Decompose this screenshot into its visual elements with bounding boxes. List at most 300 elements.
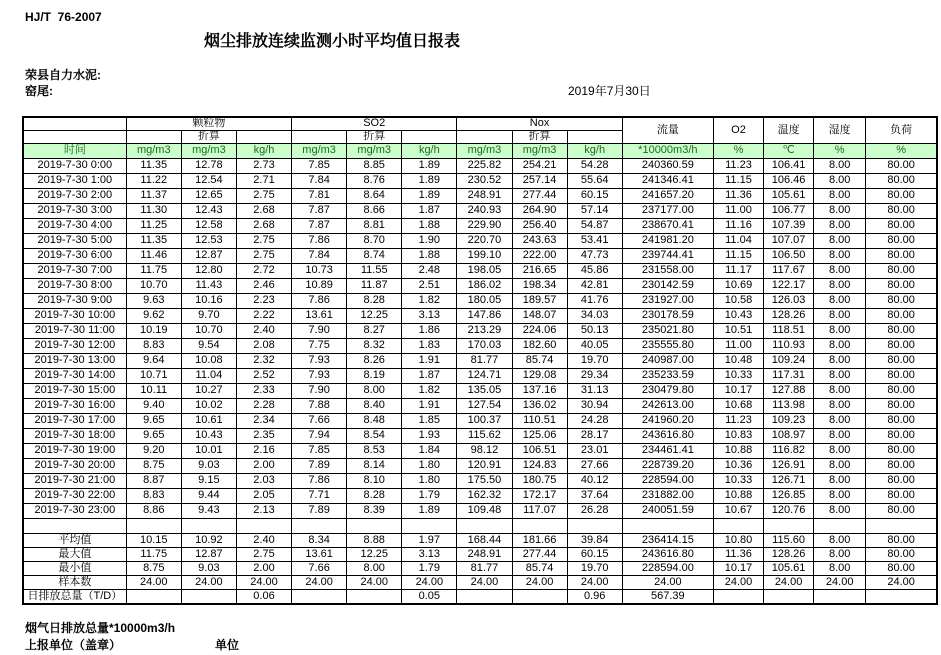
nox-converted-header: 折算	[512, 130, 567, 143]
value-cell: 10.36	[713, 458, 763, 473]
daily-total-row	[23, 589, 937, 604]
value-cell: 8.75	[126, 458, 181, 473]
value-cell: 24.00	[292, 575, 347, 589]
value-cell: 0.06	[236, 589, 291, 604]
flow-header: 流量	[622, 117, 713, 143]
value-cell: 8.66	[347, 203, 402, 218]
value-cell: 9.40	[126, 398, 181, 413]
value-cell: 11.00	[713, 203, 763, 218]
value-cell: 13.61	[292, 547, 347, 561]
unit-cell: kg/h	[236, 143, 291, 158]
value-cell: 80.00	[866, 173, 937, 188]
value-cell: 80.00	[866, 458, 937, 473]
blank-cell	[402, 130, 457, 143]
value-cell: 100.37	[457, 413, 512, 428]
value-cell: 24.00	[512, 575, 567, 589]
value-cell: 9.70	[181, 308, 236, 323]
blank-cell	[622, 518, 713, 533]
value-cell: 10.73	[292, 263, 347, 278]
value-cell: 85.74	[512, 353, 567, 368]
value-cell: 228739.20	[622, 458, 713, 473]
blank-cell	[814, 518, 866, 533]
value-cell: 8.64	[347, 188, 402, 203]
value-cell: 11.15	[713, 248, 763, 263]
value-cell: 238670.41	[622, 218, 713, 233]
value-cell: 2.22	[236, 308, 291, 323]
value-cell: 1.89	[402, 158, 457, 173]
value-cell: 8.00	[814, 533, 866, 547]
value-cell: 162.32	[457, 488, 512, 503]
value-cell: 230142.59	[622, 278, 713, 293]
value-cell: 116.82	[764, 443, 814, 458]
value-cell: 230479.80	[622, 383, 713, 398]
value-cell: 1.86	[402, 323, 457, 338]
value-cell: 80.00	[866, 203, 937, 218]
value-cell: 125.06	[512, 428, 567, 443]
value-cell: 235233.59	[622, 368, 713, 383]
value-cell: 220.70	[457, 233, 512, 248]
value-cell: 40.05	[567, 338, 622, 353]
standard-code: HJ/T 76-2007	[25, 10, 102, 24]
value-cell: 8.85	[347, 158, 402, 173]
value-cell: 80.00	[866, 428, 937, 443]
value-cell: 115.60	[764, 533, 814, 547]
value-cell: 37.64	[567, 488, 622, 503]
blank-cell	[236, 130, 291, 143]
table-row	[23, 488, 937, 503]
value-cell: 106.77	[764, 203, 814, 218]
value-cell: 11.23	[713, 413, 763, 428]
report-table	[22, 116, 938, 605]
table-row	[23, 383, 937, 398]
time-cell: 2019-7-30 17:00	[23, 413, 126, 428]
value-cell	[764, 589, 814, 604]
value-cell: 54.28	[567, 158, 622, 173]
value-cell: 2.75	[236, 188, 291, 203]
time-cell: 2019-7-30 20:00	[23, 458, 126, 473]
value-cell: 231882.00	[622, 488, 713, 503]
summary-row	[23, 533, 937, 547]
value-cell: 8.00	[814, 323, 866, 338]
value-cell: 10.48	[713, 353, 763, 368]
value-cell: 10.92	[181, 533, 236, 547]
value-cell: 2.13	[236, 503, 291, 518]
value-cell: 7.93	[292, 368, 347, 383]
page-title: 烟尘排放连续监测小时平均值日报表	[204, 33, 461, 50]
value-cell: 8.00	[814, 353, 866, 368]
value-cell: 198.05	[457, 263, 512, 278]
time-cell: 2019-7-30 22:00	[23, 488, 126, 503]
value-cell: 2.68	[236, 218, 291, 233]
value-cell: 120.91	[457, 458, 512, 473]
value-cell: 1.84	[402, 443, 457, 458]
value-cell: 7.90	[292, 323, 347, 338]
value-cell: 55.64	[567, 173, 622, 188]
value-cell: 198.34	[512, 278, 567, 293]
unit-cell: mg/m3	[347, 143, 402, 158]
value-cell: 10.17	[713, 383, 763, 398]
value-cell: 2.72	[236, 263, 291, 278]
value-cell: 110.93	[764, 338, 814, 353]
value-cell: 8.00	[347, 383, 402, 398]
value-cell: 12.87	[181, 248, 236, 263]
value-cell: 12.25	[347, 308, 402, 323]
value-cell: 106.51	[512, 443, 567, 458]
table-row	[23, 308, 937, 323]
table-row	[23, 323, 937, 338]
value-cell: 24.00	[622, 575, 713, 589]
value-cell: 1.90	[402, 233, 457, 248]
table-row	[23, 233, 937, 248]
value-cell: 10.33	[713, 368, 763, 383]
value-cell: 136.02	[512, 398, 567, 413]
value-cell: 241657.20	[622, 188, 713, 203]
table-row	[23, 338, 937, 353]
value-cell: 2.52	[236, 368, 291, 383]
group-header-row	[23, 117, 937, 130]
value-cell: 80.00	[866, 413, 937, 428]
value-cell: 1.89	[402, 188, 457, 203]
unit-cell: mg/m3	[181, 143, 236, 158]
value-cell: 28.17	[567, 428, 622, 443]
value-cell: 12.53	[181, 233, 236, 248]
table-row	[23, 473, 937, 488]
blank-cell	[181, 518, 236, 533]
blank-cell	[567, 130, 622, 143]
pm-converted-header: 折算	[181, 130, 236, 143]
unit-cell: mg/m3	[126, 143, 181, 158]
value-cell: 9.44	[181, 488, 236, 503]
value-cell: 248.91	[457, 547, 512, 561]
value-cell: 8.75	[126, 561, 181, 575]
value-cell: 50.13	[567, 323, 622, 338]
value-cell: 11.25	[126, 218, 181, 233]
value-cell: 222.00	[512, 248, 567, 263]
value-cell: 24.00	[236, 575, 291, 589]
value-cell: 127.54	[457, 398, 512, 413]
value-cell: 124.83	[512, 458, 567, 473]
value-cell: 235021.80	[622, 323, 713, 338]
value-cell: 230.52	[457, 173, 512, 188]
blank-cell	[402, 518, 457, 533]
value-cell: 7.90	[292, 383, 347, 398]
value-cell: 168.44	[457, 533, 512, 547]
value-cell: 2.75	[236, 547, 291, 561]
blank-cell	[457, 518, 512, 533]
value-cell: 85.74	[512, 561, 567, 575]
time-cell: 2019-7-30 10:00	[23, 308, 126, 323]
value-cell: 1.82	[402, 293, 457, 308]
value-cell: 24.00	[181, 575, 236, 589]
table-row	[23, 368, 937, 383]
value-cell: 229.90	[457, 218, 512, 233]
value-cell: 175.50	[457, 473, 512, 488]
value-cell: 8.00	[814, 503, 866, 518]
value-cell: 80.00	[866, 308, 937, 323]
value-cell: 10.88	[713, 488, 763, 503]
summary-row	[23, 561, 937, 575]
table-row	[23, 458, 937, 473]
value-cell: 12.65	[181, 188, 236, 203]
value-cell: 8.00	[814, 188, 866, 203]
value-cell: 109.24	[764, 353, 814, 368]
value-cell: 10.83	[713, 428, 763, 443]
value-cell: 8.40	[347, 398, 402, 413]
value-cell: 80.00	[866, 293, 937, 308]
value-cell: 10.33	[713, 473, 763, 488]
unit-cell: %	[866, 143, 937, 158]
value-cell: 2.68	[236, 203, 291, 218]
value-cell	[292, 589, 347, 604]
summary-label: 最大值	[23, 547, 126, 561]
value-cell: 80.00	[866, 353, 937, 368]
value-cell: 24.00	[866, 575, 937, 589]
blank-cell	[713, 518, 763, 533]
value-cell: 12.25	[347, 547, 402, 561]
unit-cell: *10000m3/h	[622, 143, 713, 158]
blank-cell	[512, 518, 567, 533]
value-cell: 41.76	[567, 293, 622, 308]
value-cell: 8.00	[814, 428, 866, 443]
value-cell: 10.71	[126, 368, 181, 383]
value-cell: 10.02	[181, 398, 236, 413]
value-cell: 2.75	[236, 233, 291, 248]
value-cell: 108.97	[764, 428, 814, 443]
value-cell: 80.00	[866, 278, 937, 293]
value-cell: 10.27	[181, 383, 236, 398]
value-cell: 189.57	[512, 293, 567, 308]
value-cell: 2.35	[236, 428, 291, 443]
value-cell: 264.90	[512, 203, 567, 218]
unit-cell: ℃	[764, 143, 814, 158]
value-cell: 60.15	[567, 188, 622, 203]
unit-cell: mg/m3	[512, 143, 567, 158]
value-cell: 11.46	[126, 248, 181, 263]
time-cell: 2019-7-30 23:00	[23, 503, 126, 518]
unit-cell: %	[814, 143, 866, 158]
value-cell: 11.43	[181, 278, 236, 293]
table-row	[23, 263, 937, 278]
value-cell: 39.84	[567, 533, 622, 547]
value-cell: 8.26	[347, 353, 402, 368]
value-cell: 11.87	[347, 278, 402, 293]
summary-row	[23, 547, 937, 561]
value-cell: 224.06	[512, 323, 567, 338]
value-cell: 129.08	[512, 368, 567, 383]
value-cell: 42.81	[567, 278, 622, 293]
value-cell: 11.16	[713, 218, 763, 233]
value-cell: 213.29	[457, 323, 512, 338]
value-cell: 106.50	[764, 248, 814, 263]
value-cell: 45.86	[567, 263, 622, 278]
group-so2-header: SO2	[292, 117, 457, 130]
time-cell: 2019-7-30 14:00	[23, 368, 126, 383]
value-cell: 8.32	[347, 338, 402, 353]
table-row	[23, 188, 937, 203]
time-cell: 2019-7-30 5:00	[23, 233, 126, 248]
value-cell: 234461.41	[622, 443, 713, 458]
value-cell: 80.00	[866, 218, 937, 233]
value-cell: 228594.00	[622, 561, 713, 575]
time-cell: 2019-7-30 13:00	[23, 353, 126, 368]
value-cell: 231927.00	[622, 293, 713, 308]
value-cell	[512, 589, 567, 604]
value-cell: 81.77	[457, 353, 512, 368]
table-row	[23, 413, 937, 428]
table-row	[23, 203, 937, 218]
value-cell: 8.81	[347, 218, 402, 233]
group-particulate-header: 颗粒物	[126, 117, 291, 130]
value-cell: 8.00	[814, 383, 866, 398]
value-cell: 241981.20	[622, 233, 713, 248]
value-cell	[126, 589, 181, 604]
time-cell: 2019-7-30 3:00	[23, 203, 126, 218]
value-cell: 228594.00	[622, 473, 713, 488]
value-cell: 237177.00	[622, 203, 713, 218]
value-cell: 106.46	[764, 173, 814, 188]
summary-label: 最小值	[23, 561, 126, 575]
time-cell: 2019-7-30 12:00	[23, 338, 126, 353]
value-cell: 10.43	[181, 428, 236, 443]
value-cell: 60.15	[567, 547, 622, 561]
value-cell: 107.07	[764, 233, 814, 248]
value-cell: 13.61	[292, 308, 347, 323]
humidity-header: 湿度	[814, 117, 866, 143]
value-cell: 9.63	[126, 293, 181, 308]
time-cell: 2019-7-30 19:00	[23, 443, 126, 458]
value-cell: 2.40	[236, 533, 291, 547]
value-cell: 240360.59	[622, 158, 713, 173]
value-cell: 10.17	[713, 561, 763, 575]
value-cell: 9.54	[181, 338, 236, 353]
value-cell: 57.14	[567, 203, 622, 218]
value-cell: 242613.00	[622, 398, 713, 413]
value-cell: 80.00	[866, 368, 937, 383]
value-cell: 241346.41	[622, 173, 713, 188]
value-cell: 3.13	[402, 308, 457, 323]
time-cell: 2019-7-30 18:00	[23, 428, 126, 443]
value-cell: 11.35	[126, 233, 181, 248]
value-cell: 8.28	[347, 293, 402, 308]
value-cell: 243.63	[512, 233, 567, 248]
blank-cell	[567, 518, 622, 533]
value-cell: 147.86	[457, 308, 512, 323]
value-cell: 8.00	[814, 203, 866, 218]
value-cell: 115.62	[457, 428, 512, 443]
value-cell: 8.00	[347, 561, 402, 575]
value-cell: 0.96	[567, 589, 622, 604]
table-row	[23, 248, 937, 263]
value-cell: 2.46	[236, 278, 291, 293]
time-cell: 2019-7-30 6:00	[23, 248, 126, 263]
value-cell: 7.86	[292, 473, 347, 488]
value-cell: 216.65	[512, 263, 567, 278]
value-cell: 181.66	[512, 533, 567, 547]
value-cell: 10.51	[713, 323, 763, 338]
value-cell: 180.75	[512, 473, 567, 488]
company-name: 荣县自力水泥:	[25, 68, 101, 82]
time-cell: 2019-7-30 21:00	[23, 473, 126, 488]
value-cell: 24.00	[347, 575, 402, 589]
time-cell: 2019-7-30 9:00	[23, 293, 126, 308]
value-cell: 10.68	[713, 398, 763, 413]
blank-cell	[866, 518, 937, 533]
time-cell: 2019-7-30 11:00	[23, 323, 126, 338]
value-cell: 126.71	[764, 473, 814, 488]
value-cell: 8.86	[126, 503, 181, 518]
value-cell: 186.02	[457, 278, 512, 293]
value-cell: 3.13	[402, 547, 457, 561]
value-cell: 10.43	[713, 308, 763, 323]
value-cell: 182.60	[512, 338, 567, 353]
blank-cell	[292, 518, 347, 533]
unit-label: 单位	[215, 638, 240, 652]
value-cell	[457, 589, 512, 604]
value-cell: 80.00	[866, 263, 937, 278]
time-cell: 2019-7-30 4:00	[23, 218, 126, 233]
value-cell: 172.17	[512, 488, 567, 503]
value-cell: 8.00	[814, 488, 866, 503]
value-cell: 10.89	[292, 278, 347, 293]
value-cell: 9.65	[126, 413, 181, 428]
value-cell: 10.16	[181, 293, 236, 308]
value-cell: 9.15	[181, 473, 236, 488]
table-row	[23, 293, 937, 308]
value-cell: 126.03	[764, 293, 814, 308]
table-row	[23, 278, 937, 293]
value-cell: 109.48	[457, 503, 512, 518]
flue-gas-total-note: 烟气日排放总量*10000m3/h	[25, 621, 176, 635]
blank-cell	[347, 518, 402, 533]
value-cell: 2.28	[236, 398, 291, 413]
value-cell: 11.22	[126, 173, 181, 188]
value-cell: 34.03	[567, 308, 622, 323]
value-cell: 109.23	[764, 413, 814, 428]
load-header: 负荷	[866, 117, 937, 143]
value-cell: 1.83	[402, 338, 457, 353]
value-cell: 256.40	[512, 218, 567, 233]
value-cell: 1.80	[402, 473, 457, 488]
value-cell: 8.00	[814, 413, 866, 428]
value-cell: 231558.00	[622, 263, 713, 278]
value-cell: 10.15	[126, 533, 181, 547]
value-cell: 1.88	[402, 248, 457, 263]
value-cell: 1.79	[402, 561, 457, 575]
time-cell: 2019-7-30 2:00	[23, 188, 126, 203]
value-cell: 2.34	[236, 413, 291, 428]
value-cell: 126.85	[764, 488, 814, 503]
value-cell	[347, 589, 402, 604]
value-cell: 30.94	[567, 398, 622, 413]
value-cell: 1.87	[402, 368, 457, 383]
value-cell: 2.08	[236, 338, 291, 353]
value-cell: 24.00	[814, 575, 866, 589]
value-cell: 2.32	[236, 353, 291, 368]
table-row	[23, 428, 937, 443]
value-cell: 127.88	[764, 383, 814, 398]
value-cell: 80.00	[866, 323, 937, 338]
value-cell: 11.75	[126, 547, 181, 561]
value-cell: 1.89	[402, 173, 457, 188]
value-cell: 235555.80	[622, 338, 713, 353]
reporting-unit-label: 上报单位（盖章）	[25, 638, 122, 652]
value-cell: 80.00	[866, 503, 937, 518]
value-cell: 11.36	[713, 188, 763, 203]
value-cell: 8.00	[814, 293, 866, 308]
value-cell: 80.00	[866, 443, 937, 458]
value-cell: 9.62	[126, 308, 181, 323]
value-cell: 199.10	[457, 248, 512, 263]
